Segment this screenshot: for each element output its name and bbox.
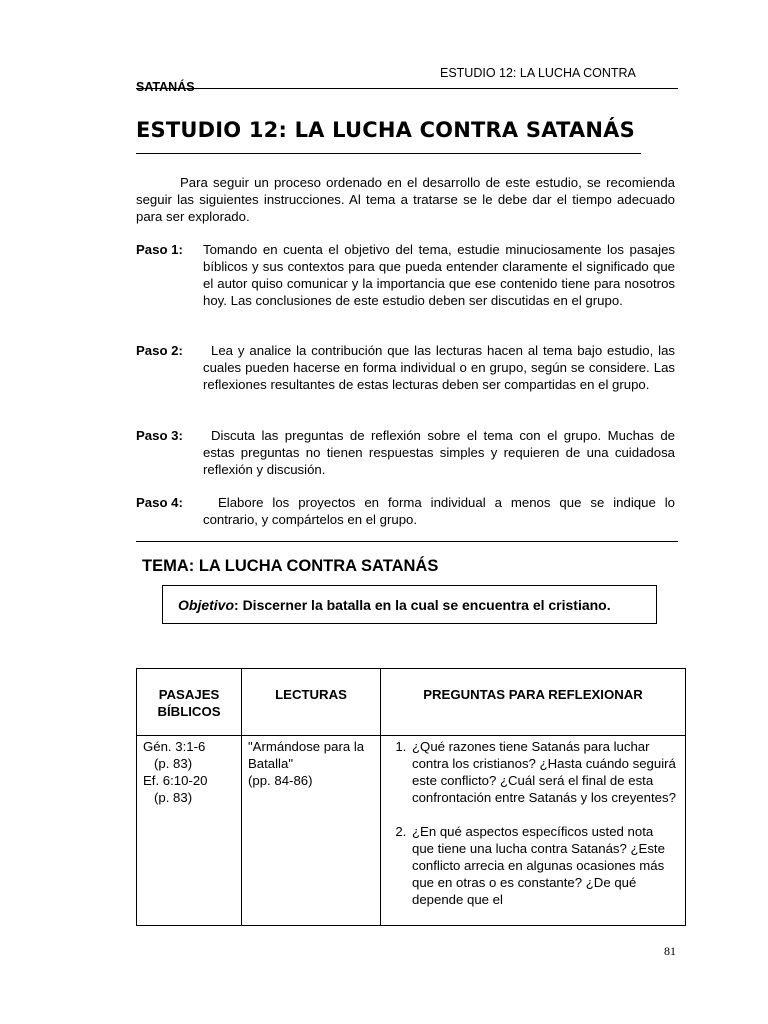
study-table (136, 668, 686, 926)
readings-text: "Armándose para la Batalla" (pp. 84-86) (248, 739, 365, 788)
header-passages-label: PASAJES BÍBLICOS (157, 687, 221, 719)
header-passages (137, 669, 242, 736)
objective-text: : Discerner la batalla en la cual se encuentra el cristiano. (234, 597, 611, 613)
step-4-label: Paso 4: (136, 495, 183, 510)
passages-text: Gén. 3:1-6 (p. 83) Ef. 6:10-20 (p. 83) (143, 739, 208, 805)
list-item: 1. ¿Qué razones tiene Satanás para luchar contra los cristianos? ¿Hasta cuándo seguirá este conflicto? ¿Cuál será el final de esta confrontación entre Satanás y los creyentes? (410, 738, 677, 806)
running-header-line2: SATANÁS (136, 80, 195, 94)
passages-cell (137, 736, 242, 926)
objective-box (162, 585, 657, 624)
title-divider (136, 153, 641, 154)
header-questions-label: PREGUNTAS PARA REFLEXIONAR (423, 687, 643, 702)
header-questions (381, 669, 686, 736)
step-2-text: Lea y analice la contribución que las lecturas hacen al tema bajo estudio, las cuales pueden hacerse en forma individual o en grupo, según se considere. Las reflexiones resultantes de estas lecturas deben ser compartidas en el grupo. (203, 343, 675, 392)
theme-heading: TEMA: LA LUCHA CONTRA SATANÁS (142, 557, 439, 575)
section-divider (136, 541, 678, 542)
objective-label: Objetivo (178, 597, 235, 613)
list-item: 2. ¿En qué aspectos específicos usted nota que tiene una lucha contra Satanás? ¿Este conflicto arrecia en algunas ocasiones más que en otras o es constante? ¿De qué depende que el (410, 823, 677, 908)
running-header-line1: ESTUDIO 12: LA LUCHA CONTRA (440, 66, 636, 80)
page-title: ESTUDIO 12: LA LUCHA CONTRA SATANÁS (136, 118, 635, 142)
running-header (136, 62, 678, 94)
table-header-row (137, 669, 686, 736)
step-3-text: Discuta las preguntas de reflexión sobre el tema con el grupo. Muchas de estas preguntas no tienen respuestas simples y requieren de una cuidadosa reflexión y discusión. (203, 428, 675, 477)
step-3-label: Paso 3: (136, 428, 183, 443)
header-readings (242, 669, 381, 736)
questions-cell (381, 736, 686, 926)
step-1-text: Tomando en cuenta el objetivo del tema, estudie minuciosamente los pasajes bíblicos y sus contextos para que pueda entender claramente el significado que el autor quiso comunicar y la importancia que ese contenido tiene para nosotros hoy. Las conclusiones de este estudio deben ser discutidas en el grupo. (203, 242, 675, 308)
step-4-text: Elabore los proyectos en forma individual a menos que se indique lo contrario, y compártelos en el grupo. (203, 495, 675, 527)
table-row (137, 736, 686, 926)
intro-paragraph: Para seguir un proceso ordenado en el desarrollo de este estudio, se recomienda seguir las siguientes instrucciones. Al tema a tratarse se le debe dar el tiempo adecuado para ser explorado. (136, 175, 675, 224)
step-2-label: Paso 2: (136, 343, 183, 358)
step-1-label: Paso 1: (136, 242, 183, 257)
header-readings-label: LECTURAS (275, 687, 347, 702)
questions-list (381, 736, 685, 908)
page-number: 81 (664, 944, 676, 958)
readings-cell (242, 736, 381, 926)
